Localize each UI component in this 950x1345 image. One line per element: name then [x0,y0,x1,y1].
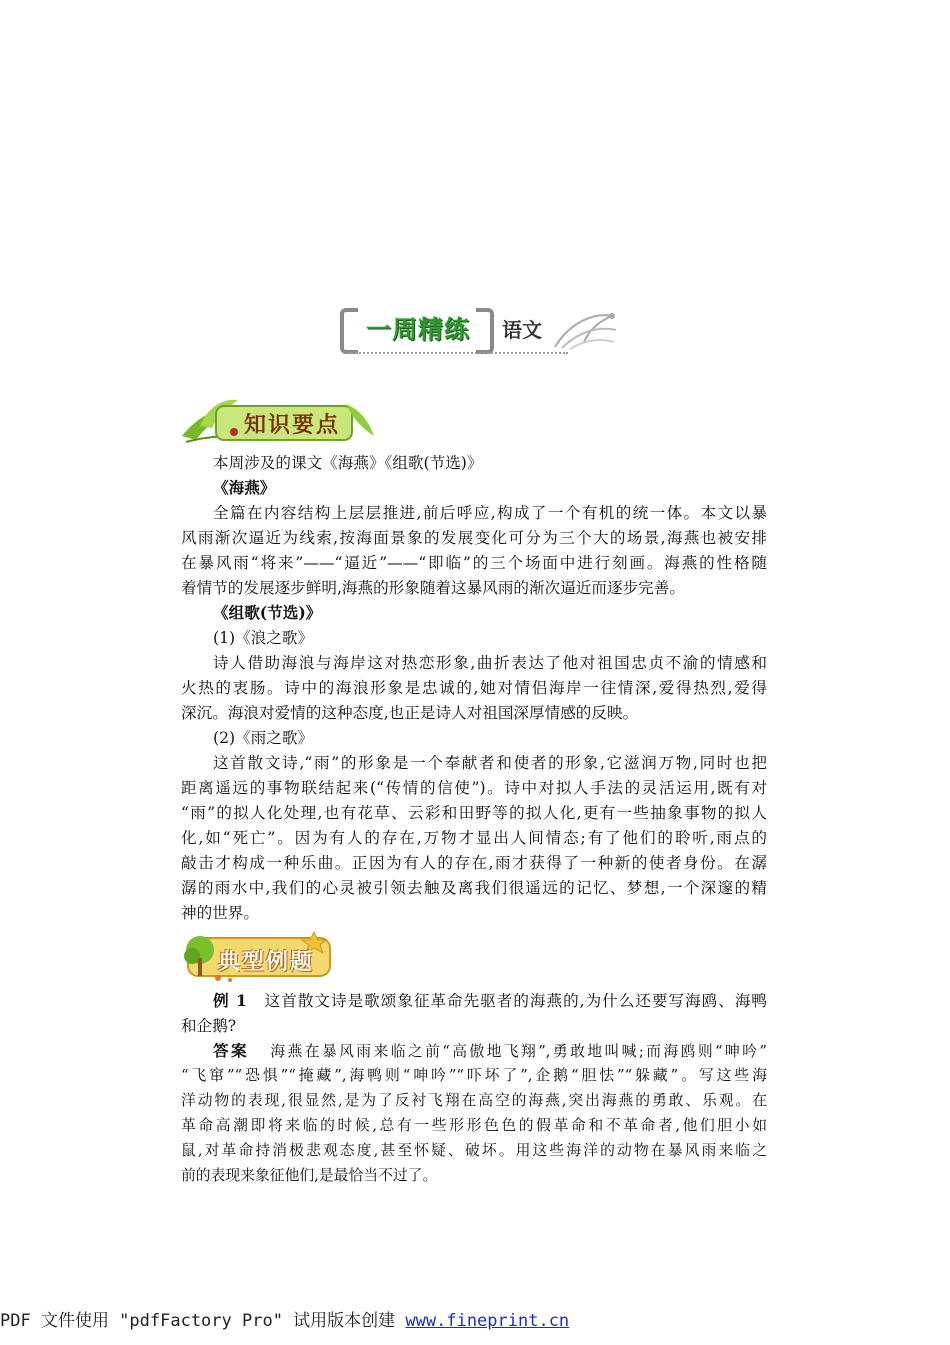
header-divider [348,352,568,354]
header-bracket-left [340,308,358,354]
subheading-yuzhige: (2)《雨之歌》 [213,729,314,747]
paragraph-line: 风雨渐次逼近为线索,按海面景象的发展变化可分为三个大的场景,海燕也被安排 [181,529,767,547]
paragraph-line: “雨”的拟人化处理,也有花草、云彩和田野等的拟人化,更有一些抽象事物的拟人 [181,804,767,822]
paragraph-line: 化,如“死亡”。因为有人的存在,万物才显出人间情态;有了他们的聆听,雨点的 [181,829,767,847]
section-badge-examples [178,930,338,986]
paragraph-line: 潺的雨水中,我们的心灵被引领去触及离我们很遥远的记忆、梦想,一个深邃的精 [181,879,767,897]
example-question-line [213,989,767,1013]
answer-line: 前的表现来象征他们,是最恰当不过了。 [181,1167,438,1184]
answer-line: “飞窜”“恐惧”“掩藏”,海鸭则“呻吟”“吓坏了”,企鹅“胆怯”“躲藏”。写这些海 [181,1067,767,1084]
answer-label: 答案 [213,1041,249,1060]
paragraph-line: 神的世界。 [181,904,259,922]
pdf-footer [0,1306,950,1331]
paragraph-line: 全篇在内容结构上层层推进,前后呼应,构成了一个有机的统一体。本文以暴 [213,504,767,522]
flourish-ornament-icon [550,302,620,354]
page-header [330,298,620,358]
paragraph-line: 在暴风雨“将来”——“逼近”——“即临”的三个场面中进行刻画。海燕的性格随 [181,554,767,572]
subheading-langzhige: (1)《浪之歌》 [213,629,314,647]
intro-line: 本周涉及的课文《海燕》《组歌(节选)》 [213,454,483,472]
footer-text: PDF 文件使用 "pdfFactory Pro" 试用版本创建 [0,1311,406,1331]
section-badge-knowledge [178,396,378,448]
paragraph-line: 敲击才构成一种乐曲。正因为有人的存在,雨才获得了一种新的使者身份。在潺 [181,854,767,872]
subheading-haiyan: 《海燕》 [213,478,276,497]
paragraph-line: 诗人借助海浪与海岸这对热恋形象,曲折表达了他对祖国忠贞不渝的情感和 [213,654,767,672]
answer-line [213,1039,767,1064]
answer-line: 革命高潮即将来临的时候,总有一些形形色色的假革命和不革命者,他们胆小如 [181,1117,767,1134]
header-title: 一周精练 [365,315,470,344]
section-title-examples: 典型例题 [218,950,315,975]
footer-link[interactable]: www.fineprint.cn [405,1311,570,1331]
example-question-text: 这首散文诗是歌颂象征革命先驱者的海燕的,为什么还要写海鸥、海鸭 [264,992,767,1010]
example-label: 例 1 [213,991,247,1010]
paragraph-line: 深沉。海浪对爱情的这种态度,也正是诗人对祖国深厚情感的反映。 [181,704,639,722]
paragraph-line: 火热的衷肠。诗中的海浪形象是忠诚的,她对情侣海岸一往情深,爱得热烈,爱得 [181,679,767,697]
paragraph-line: 着情节的发展逐步鲜明,海燕的形象随着这暴风雨的渐次逼近而逐步完善。 [181,579,685,597]
section-title-knowledge: 知识要点 [244,413,341,438]
header-bracket-right [476,308,494,354]
answer-line: 鼠,对革命持消极悲观态度,甚至怀疑、破坏。用这些海洋的动物在暴风雨来临之 [181,1142,767,1159]
answer-text: 海燕在暴风雨来临之前“高傲地飞翔”,勇敢地叫喊;而海鸥则“呻吟” [270,1043,767,1060]
paragraph-line: 距离遥远的事物联结起来(“传情的信使”)。诗中对拟人手法的灵活运用,既有对 [181,779,767,797]
subheading-zuge: 《组歌(节选)》 [213,603,322,622]
header-subject: 语文 [502,318,542,342]
example-question-line: 和企鹅? [181,1017,237,1035]
paragraph-line: 这首散文诗,“雨”的形象是一个奉献者和使者的形象,它滋润万物,同时也把 [213,754,767,772]
answer-line: 洋动物的表现,很显然,是为了反衬飞翔在高空的海燕,突出海燕的勇敢、乐观。在 [181,1092,767,1109]
